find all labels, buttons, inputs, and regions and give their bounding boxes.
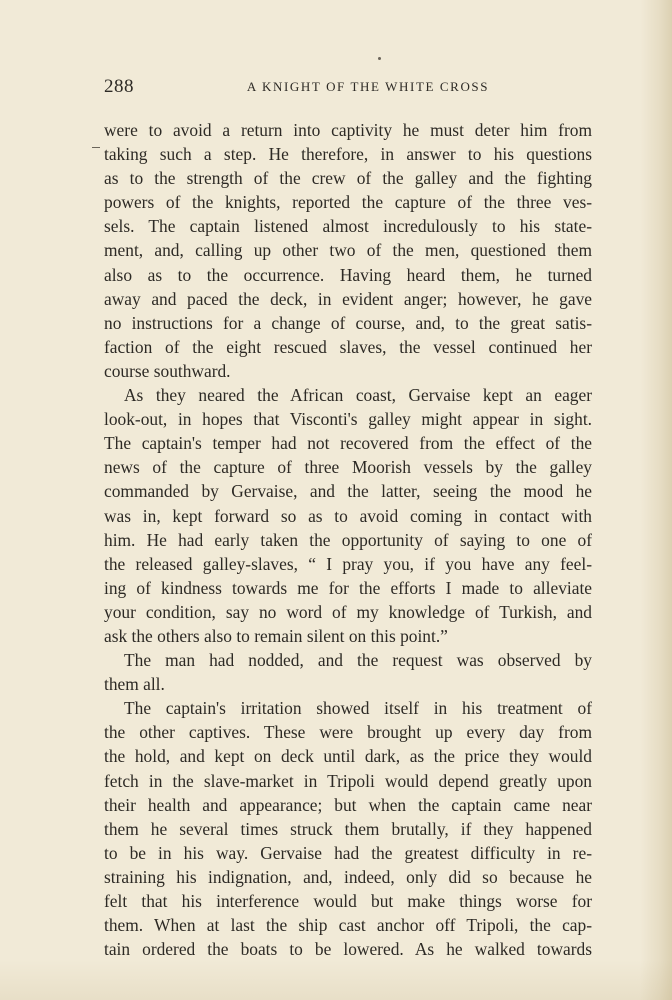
text-line: the released galley-slaves, “ I pray you, if you have any feel-: [104, 553, 592, 574]
margin-mark: [92, 147, 100, 148]
text-line: as to the strength of the crew of the galley and the fighting: [104, 168, 592, 189]
text-line: was in, kept forward so as to avoid coming in contact with: [104, 505, 592, 526]
text-line: him. He had early taken the opportunity of saying to one of: [104, 529, 592, 550]
text-line: course southward.: [104, 360, 231, 381]
text-line: As they neared the African coast, Gervaise kept an eager: [124, 385, 592, 406]
text-line: powers of the knights, reported the capture of the three ves-: [104, 192, 592, 213]
text-line: them. When at last the ship cast anchor off Tripoli, the cap-: [104, 915, 592, 936]
text-line: taking such a step. He therefore, in answer to his questions: [104, 144, 592, 165]
text-line: the other captives. These were brought up every day from: [104, 722, 592, 743]
text-line: commanded by Gervaise, and the latter, seeing the mood he: [104, 481, 592, 502]
text-line: the hold, and kept on deck until dark, as the price they would: [104, 746, 592, 767]
text-line: ask the others also to remain silent on this point.”: [104, 625, 448, 646]
print-speck: [378, 57, 381, 60]
text-line: ment, and, calling up other two of the men, questioned them: [104, 240, 592, 261]
text-line: your condition, say no word of my knowledge of Turkish, and: [104, 601, 592, 622]
running-title: A KNIGHT OF THE WHITE CROSS: [246, 79, 490, 94]
body-text: [104, 118, 592, 961]
text-line: tain ordered the boats to be lowered. As he walked towards: [104, 939, 592, 960]
text-line: no instructions for a change of course, and, to the great satis-: [104, 312, 592, 333]
text-line: felt that his interference would but make things worse for: [104, 891, 592, 911]
text-line: sels. The captain listened almost incredulously to his state-: [104, 216, 592, 237]
running-head: [104, 76, 592, 98]
text-line: look-out, in hopes that Visconti's galley might appear in sight.: [104, 409, 592, 430]
text-line: The captain's irritation showed itself in his treatment of: [124, 698, 592, 719]
text-line: them he several times struck them brutally, if they happened: [104, 818, 592, 839]
text-line: away and paced the deck, in evident anger; however, he gave: [104, 288, 592, 309]
text-line: The man had nodded, and the request was observed by: [124, 650, 592, 671]
text-line: were to avoid a return into captivity he must deter him from: [104, 120, 592, 140]
page-number: 288: [104, 76, 134, 97]
text-line: them all.: [104, 674, 165, 695]
text-line: their health and appearance; but when the captain came near: [104, 794, 592, 815]
text-line: news of the capture of three Moorish vessels by the galley: [104, 457, 592, 478]
text-line: ing of kindness towards me for the efforts I made to alleviate: [104, 577, 592, 598]
text-line: The captain's temper had not recovered from the effect of the: [104, 433, 592, 454]
text-line: straining his indignation, and, indeed, only did so because he: [104, 866, 592, 887]
text-line: also as to the occurrence. Having heard them, he turned: [104, 264, 592, 285]
text-line: fetch in the slave-market in Tripoli would depend greatly upon: [104, 770, 592, 791]
text-line: faction of the eight rescued slaves, the vessel continued her: [104, 336, 592, 357]
text-line: to be in his way. Gervaise had the greatest difficulty in re-: [104, 842, 592, 863]
